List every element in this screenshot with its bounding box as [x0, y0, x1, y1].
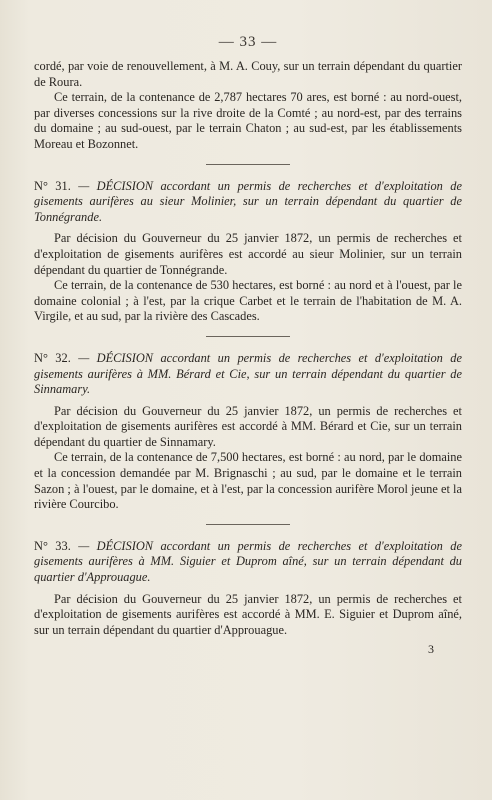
section-title-31: — DÉCISION accordant un permis de recherches et d'exploitation de gisements aurifères au sieur Molinier, sur un terrain dépendant du quartier de Tonnégrande.	[34, 178, 462, 224]
section-number-31: N° 31.	[34, 178, 71, 193]
section-heading-33	[34, 539, 462, 586]
section-32-paragraph-2: Ce terrain, de la contenance de 7,500 hectares, est borné : au nord, par le domaine et la concession demandée par M. Brignaschi ; au sud, par le domaine et le terrain Sazon ; à l'ouest, par le domaine, et à l'est, par la concession aurifère Morol jeune et la rivière Courcibo.	[34, 450, 462, 512]
intro-paragraph-1: cordé, par voie de renouvellement, à M. A. Couy, sur un terrain dépendant du quartier de Roura.	[34, 59, 462, 89]
section-heading-32	[34, 351, 462, 398]
section-32-paragraph-1: Par décision du Gouverneur du 25 janvier 1872, un permis de recherches et d'exploitation de gisements aurifères est accordé à MM. Bérard et Cie, sur un terrain dépendant du quartier de Sinnamary.	[34, 403, 462, 449]
section-31-paragraph-1: Par décision du Gouverneur du 25 janvier 1872, un permis de recherches et d'exploitation de gisements aurifères est accordé au sieur Molinier, sur un terrain dépendant du quartier de Tonnégrande.	[34, 231, 462, 277]
section-number-32: N° 32.	[34, 350, 71, 365]
section-divider	[206, 164, 290, 165]
section-title-33: — DÉCISION accordant un permis de recherches et d'exploitation de gisements aurifères à MM. Siguier et Duprom aîné, sur un terrain dépendant du quartier d'Approuague.	[34, 538, 462, 585]
signature-mark: 3	[428, 642, 434, 657]
section-title-32: — DÉCISION accordant un permis de recherches et d'exploitation de gisements aurifères à MM. Bérard et Cie, sur un terrain dépendant du quartier de Sinnamary.	[34, 350, 462, 397]
section-31-paragraph-2: Ce terrain, de la contenance de 530 hectares, est borné : au nord et à l'ouest, par le domaine colonial ; à l'est, par la crique Carbet et le terrain de l'habitation de M. A. Virgile, et au sud, par la rivière des Cascades.	[34, 278, 462, 324]
intro-paragraph-2: Ce terrain, de la contenance de 2,787 hectares 70 ares, est borné : au nord-ouest, par diverses concessions sur la rive droite de la Comté ; au nord-est, par des terrains du domaine ; au sud-ouest, par le terrain Chaton ; au sud-est, par les établissements Moreau et Bozonnet.	[34, 90, 462, 151]
section-33-paragraph-1: Par décision du Gouverneur du 25 janvier 1872, un permis de recherches et d'exploitation de gisements aurifères est accordé à MM. E. Siguier et Duprom aîné, sur un terrain dépendant du quartier d'Approuague.	[34, 591, 462, 637]
section-number-33: N° 33.	[34, 538, 71, 553]
section-divider	[206, 524, 290, 525]
section-divider	[206, 336, 290, 337]
section-heading-31	[34, 179, 462, 226]
page-number: — 33 —	[218, 34, 278, 50]
